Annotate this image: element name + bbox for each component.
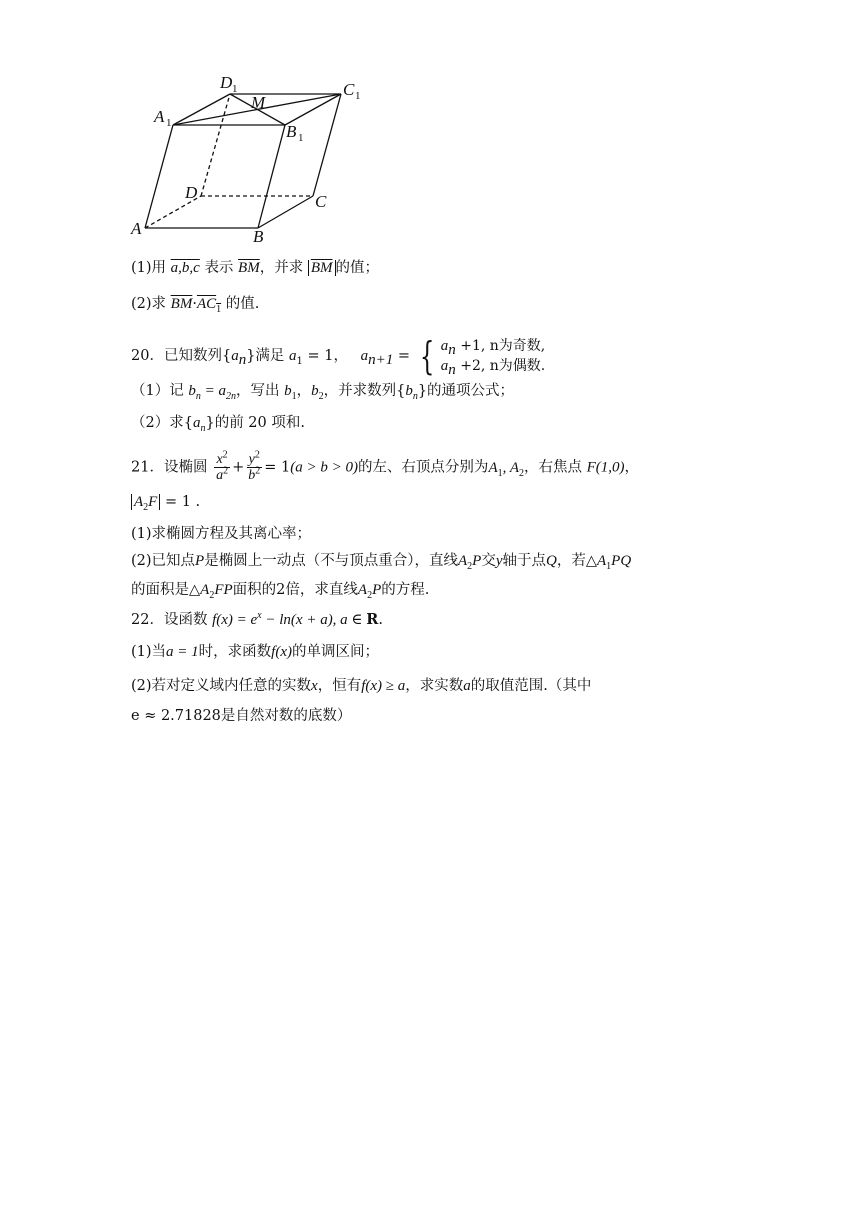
q22-number: 22． [131, 612, 164, 628]
q20-p2-a: （2）求 [131, 415, 184, 431]
a2: A [134, 494, 144, 510]
q22-p2-ineq: f(x) ≥ a [361, 678, 406, 694]
label-D1-sub: 1 [232, 83, 238, 95]
real-set: R [366, 611, 379, 628]
a1-sub: 1 [296, 355, 303, 367]
q21-text1: 的左、右顶点分别为 [357, 459, 489, 476]
label-A1-sub: 1 [166, 117, 172, 129]
q20-p1-c: ，并求数列 [323, 383, 397, 399]
brace: { [419, 334, 434, 378]
label-A: A [131, 219, 142, 238]
q19-p1-mid2: ，并求 [259, 260, 304, 276]
q21-number: 21． [131, 459, 164, 476]
label-C1: C [343, 80, 355, 99]
q22-p1-c: 的单调区间； [292, 644, 379, 660]
q22-p1-b: 时，求函数 [198, 644, 272, 660]
q22-intro: 设函数 [163, 612, 208, 628]
q19-p2-ac: AC [196, 296, 217, 312]
q21-text2: ，右焦点 [524, 459, 583, 476]
label-A1: A [154, 107, 165, 126]
q21-p3-c: 的方程. [381, 582, 430, 598]
label-B1-sub: 1 [298, 132, 304, 144]
q21-statement: 21．设椭圆 $\frac{x^2}{a^2}$ + $\frac{y^2}{b^2}$ = 1(a > b > 0)的左、右顶点分别为$A_1$, $A_2$，右焦点 F(1,0)， [131, 449, 640, 483]
case-even: +2, n为偶数. [460, 358, 546, 374]
q20-intro: 已知数列 [163, 348, 222, 364]
q19-part2 [131, 294, 259, 314]
q20-p1-a: （1）记 [131, 383, 184, 399]
q21-text3: ， [624, 459, 640, 476]
q21-p2-e: ，若△ [556, 553, 597, 569]
label-D1: D [220, 73, 233, 92]
q19-vector-bm: $\overline{BM}$ [238, 260, 260, 276]
q21-p3-b: 面积的2倍，求直线 [232, 582, 358, 598]
label-C: C [315, 192, 327, 211]
q22-p2-a: (2)若对定义域内任意的实数 [131, 678, 312, 694]
q20-satisfies: 满足 [255, 348, 285, 364]
q20-statement: 20．已知数列$\{a_n\}$满足 $a_1 = 1$， $a_{n+1}$ = { $a_n +1$, n为奇数, $a_n +2$, n为偶数. [131, 334, 546, 378]
q19-p1-prefix: (1)用 [131, 260, 167, 276]
rec-lhs: a [360, 348, 369, 364]
q21-p3-a: 的面积是△ [131, 582, 201, 598]
q21-p2-b: 是椭圆上一动点（不与顶点重合），直线 [204, 553, 458, 569]
rec-lhs-sub: n+1 [368, 351, 394, 368]
a1: a [289, 348, 297, 364]
q20-p1-d: 的通项公式； [427, 383, 515, 399]
q20-p1-b: ，写出 [235, 383, 280, 399]
q19-part1 [131, 258, 379, 278]
q22-part2-cont: e ≈ 2.71828是自然对数的底数） [131, 708, 352, 724]
q22-func-tail: − ln(x + a), a ∈ [261, 612, 367, 628]
case-odd: +1, n为奇数, [460, 338, 546, 354]
q19-p2-end: 的值. [225, 296, 260, 312]
dot-operator: · [192, 296, 197, 312]
label-M: M [251, 93, 266, 112]
q20-p2-b: 的前 20 项和. [214, 415, 305, 431]
q21-p2-c: 交 [481, 553, 496, 569]
label-B1: B [286, 122, 297, 141]
label-B: B [253, 227, 264, 242]
q19-p1-end: 的值； [335, 260, 379, 276]
q22-part2: (2)若对定义域内任意的实数x，恒有f(x) ≥ a，求实数a的取值范围.（其中 [131, 678, 592, 694]
q20-number: 20． [131, 348, 164, 364]
q21-distance: $A_2F = 1$ . [131, 492, 200, 512]
q22-statement: 22．设函数 $f(x) = e^x - \ln(x + a)$, a ∈ R. [131, 610, 383, 628]
q22-p1-f: f(x) [271, 644, 292, 660]
q21-distance-val: = 1 . [160, 494, 201, 510]
q19-abs-bm: $\overline{BM}$ [310, 260, 333, 276]
q22-func: f(x) = e [212, 612, 258, 628]
label-D: D [185, 183, 198, 202]
sub-n: n [238, 351, 247, 368]
fraction-x: $\frac{x^2}{a^2}$ [216, 449, 229, 483]
q20-part2: （2）求$\{a_n\}$的前 20 项和. [131, 415, 305, 434]
q21-part2: (2)已知点P是椭圆上一动点（不与顶点重合），直线$A_2P$交y轴于点Q，若$\triangle A_1PQ$ [131, 553, 632, 572]
q19-p1-mid: 表示 [204, 260, 234, 276]
recurrence-cases: $a_n +1$, n为奇数, $a_n +2$, n为偶数. [440, 338, 546, 378]
subscript: 1 [216, 304, 222, 315]
q21-part2-cont: 的面积是$\triangle A_2FP$面积的2倍，求直线$A_2P$的方程. [131, 582, 430, 601]
q22-p1-cond: a = 1 [166, 644, 199, 660]
fraction-y: $\frac{y^2}{b^2}$ [248, 449, 261, 483]
q21-cond: = 1 [264, 459, 291, 476]
q19-p2-bm: $\overline{BM}$ [170, 296, 193, 312]
q21-part1: (1)求椭圆方程及其离心率； [131, 526, 312, 542]
q19-p2-prefix: (2)求 [131, 296, 167, 312]
q22-func-sup: x [257, 610, 262, 621]
q21-cond2: (a > b > 0) [290, 459, 358, 476]
label-C1-sub: 1 [355, 90, 361, 102]
q20-part1: （1）记 $b_n = a_{2n}$，写出 $b_1$，$b_2$，并求数列$\{b_n\}$的通项公式； [131, 383, 515, 402]
q22-p2-b: ，恒有 [317, 678, 362, 694]
parallelepiped-figure [125, 72, 365, 242]
q21-intro: 设椭圆 [163, 459, 208, 476]
q22-p2-c: ，求实数 [405, 678, 464, 694]
a1-val: = 1， [302, 348, 348, 364]
q21-focus: F(1,0) [586, 459, 625, 476]
q19-vectors: a,b,c [170, 260, 200, 276]
seq-a: a [231, 348, 239, 364]
q22-p2-d: 的取值范围.（其中 [470, 678, 592, 694]
q21-p2-d: 轴于点 [502, 553, 546, 569]
q21-p2-a: (2)已知点 [131, 553, 196, 569]
q22-p1-a: (1)当 [131, 644, 167, 660]
f: F [148, 494, 158, 510]
q22-part1 [131, 642, 379, 662]
